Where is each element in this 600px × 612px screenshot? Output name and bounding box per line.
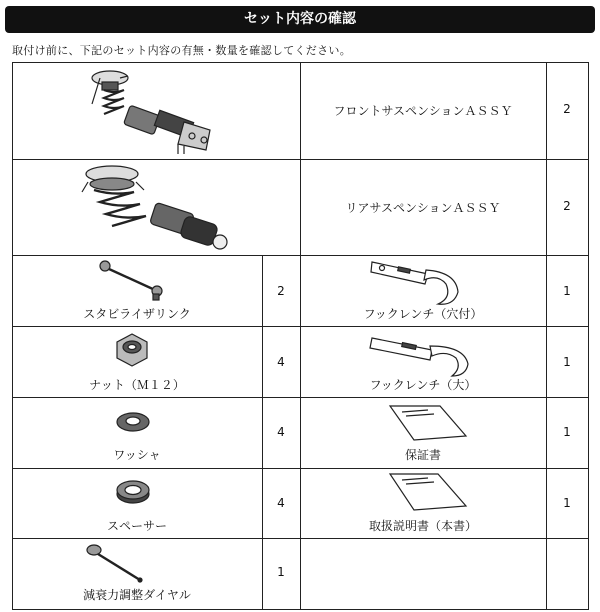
- item-quantity: 4: [277, 425, 285, 439]
- item-name: 減衰力調整ダイヤル: [83, 588, 191, 602]
- item-quantity: 2: [277, 284, 285, 298]
- item-quantity: 1: [563, 425, 571, 439]
- damping-adjustment-dial-icon: [82, 540, 146, 584]
- item-quantity: 4: [277, 355, 285, 369]
- item-name: フロントサスペンションＡＳＳＹ: [333, 104, 513, 118]
- item-quantity: 1: [277, 565, 285, 579]
- column-divider: [546, 62, 547, 610]
- item-quantity: 2: [563, 102, 571, 116]
- warranty-card-icon: [380, 404, 470, 444]
- intro-text: 取付け前に、下記のセット内容の有無・数量を確認してください。: [12, 44, 351, 57]
- item-quantity: 2: [563, 199, 571, 213]
- item-name: スペーサー: [106, 519, 167, 533]
- item-name: リアサスペンションＡＳＳＹ: [345, 201, 501, 215]
- stabilizer-link-icon: [97, 258, 167, 302]
- washer-icon: [115, 410, 151, 434]
- item-quantity: 4: [277, 496, 285, 510]
- item-quantity: 1: [563, 355, 571, 369]
- table-border-right: [588, 62, 589, 610]
- item-name: ワッシャ: [113, 448, 161, 462]
- page-header: セット内容の確認: [5, 6, 595, 33]
- nut-icon: [113, 332, 151, 370]
- hook-wrench-with-hole-icon: [368, 258, 468, 306]
- spacer-icon: [115, 478, 151, 506]
- item-name: 保証書: [404, 448, 441, 462]
- instruction-manual-icon: [380, 472, 470, 514]
- item-quantity: 1: [563, 284, 571, 298]
- item-name: 取扱説明書（本書）: [368, 519, 477, 533]
- item-name: ナット（Ｍ１２）: [89, 378, 185, 392]
- rear-suspension-assembly-icon: [74, 162, 234, 254]
- hook-wrench-large-icon: [368, 334, 478, 378]
- item-name: スタビライザリンク: [83, 307, 191, 321]
- contents-table: [12, 62, 589, 610]
- front-suspension-assembly-icon: [82, 64, 222, 156]
- item-name: フックレンチ（大）: [369, 378, 477, 392]
- item-quantity: 1: [563, 496, 571, 510]
- item-name: フックレンチ（穴付）: [363, 307, 483, 321]
